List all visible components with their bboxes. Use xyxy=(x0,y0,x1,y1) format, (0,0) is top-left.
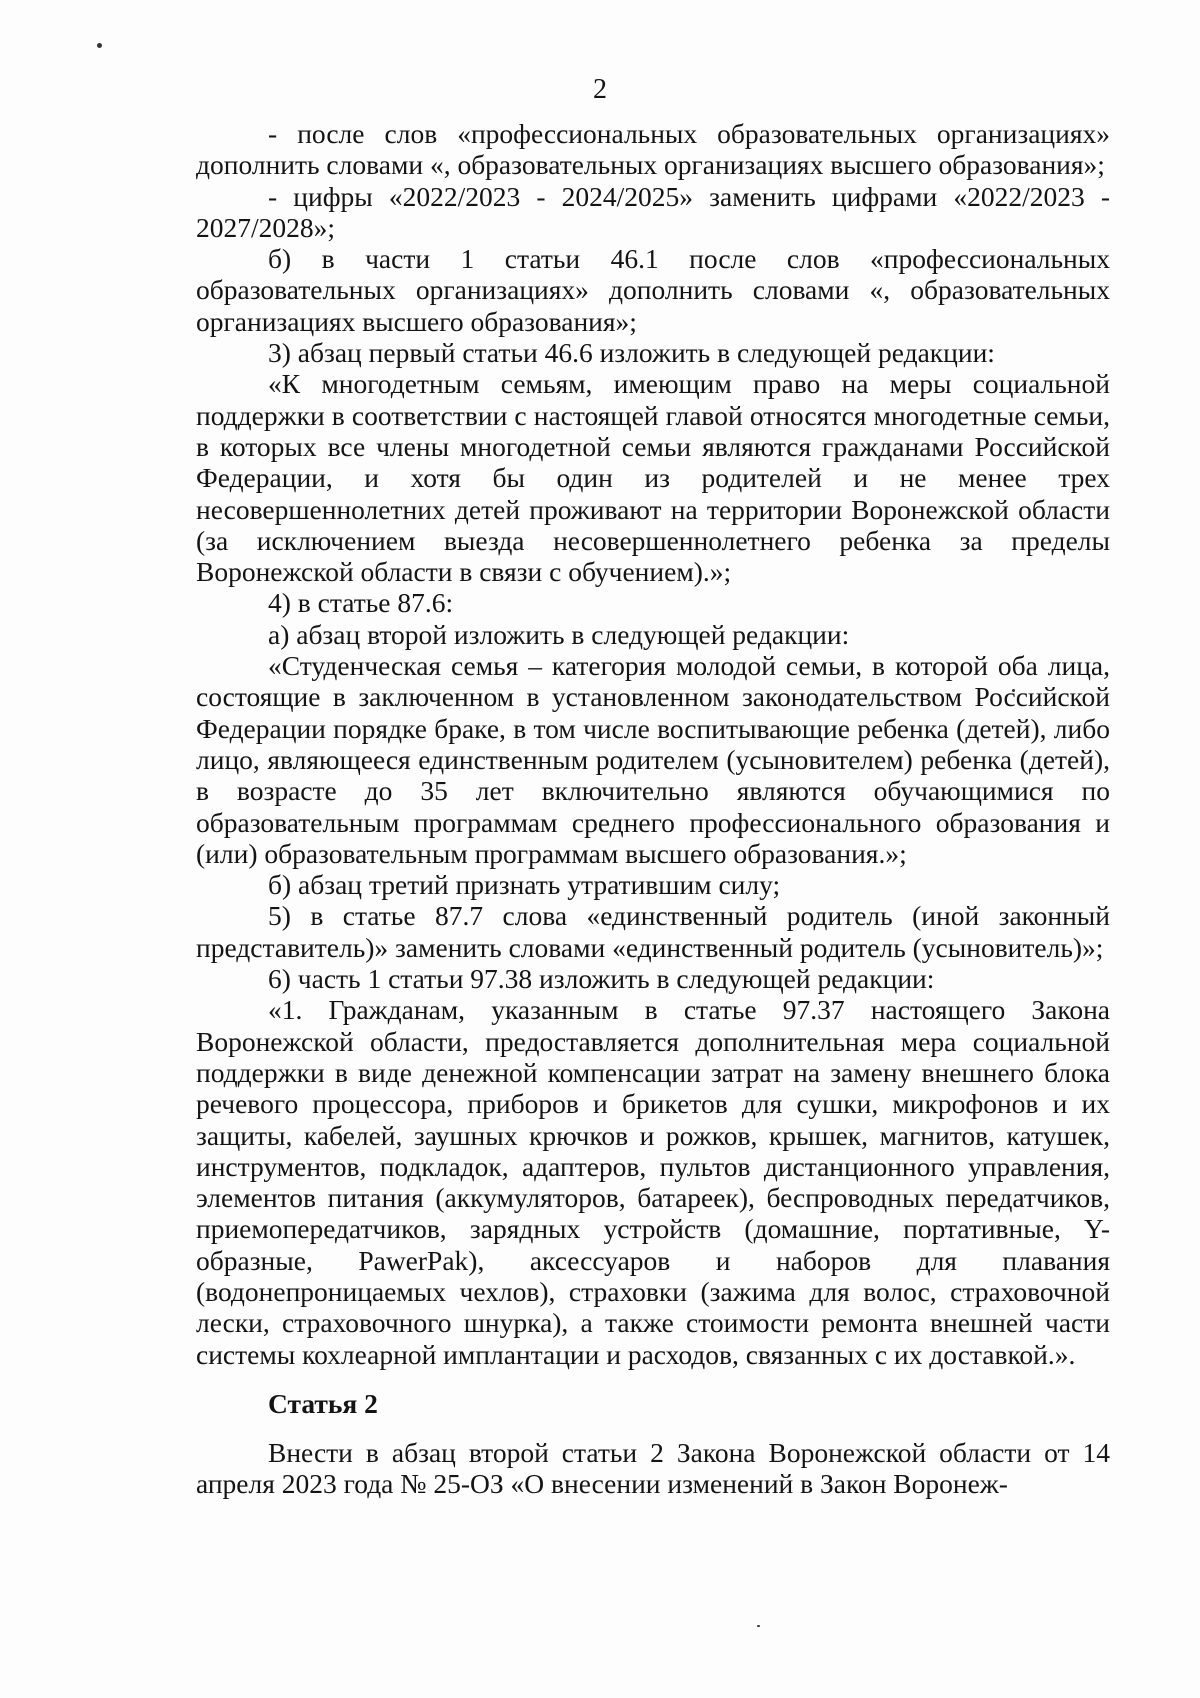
paragraph-article-87-6: 4) в статье 87.6: xyxy=(268,587,454,619)
paragraph-second-subparagraph-intro: а) абзац второй изложить в следующей редакции: xyxy=(268,618,850,650)
paragraph-third-subparagraph-repealed: б) абзац третий признать утратившим силу; xyxy=(268,869,781,901)
paragraph-student-family-definition: «Студенческая семья – категория молодой семьи, в которой оба лица, состоящие в заключенном в установленном законодательством Российской Федерации порядке браке, в том числе воспитывающие ребенка (детей), либо лицо, являющееся единственным родителем (усыновителем) ребенка (детей), в возрасте до 35 лет включительно являются обучающимися по образовательным программам среднего профессионального образования и (или) образовательным программам высшего образования.»; xyxy=(196,650,1110,869)
paragraph-article-87-7: 5) в статье 87.7 слова «единственный родитель (иной законный представитель)» заменить словами «единственный родитель (усыновитель)»; xyxy=(196,900,1110,963)
article-2-heading: Статья 2 xyxy=(268,1387,378,1419)
paragraph-large-families-definition: «К многодетным семьям, имеющим право на меры социальной поддержки в соответствии с настоящей главой относятся многодетные семьи, в которых все члены многодетной семьи являются гражданами Российской Федерации, и хотя бы один из родителей и не менее трех несовершеннолетних детей проживают на территории Воронежской области (за исключением выезда несовершеннолетнего ребенка за пределы Воронежской области в связи с обучением).»; xyxy=(196,368,1110,588)
scan-speck xyxy=(757,1625,760,1627)
page-number: 2 xyxy=(593,74,607,105)
paragraph-replace-years: - цифры «2022/2023 - 2024/2025» заменить цифрами «2022/2023 - 2027/2028»; xyxy=(196,180,1110,243)
scan-speck xyxy=(97,43,102,48)
document-body xyxy=(196,118,1110,1500)
paragraph-article-46-1: б) в части 1 статьи 46.1 после слов «профессиональных образовательных организациях» дополнить словами «, образовательных организациях высшего образования»; xyxy=(196,243,1110,337)
paragraph-article-2-text: Внести в абзац второй статьи 2 Закона Воронежской области от 14 апреля 2023 года № 25-ОЗ «О внесении изменений в Закон Воронеж- xyxy=(196,1437,1110,1500)
paragraph-cochlear-compensation: «1. Гражданам, указанным в статье 97.37 настоящего Закона Воронежской области, предоставляется дополнительная мера социальной поддержки в виде денежной компенсации затрат на замену внешнего блока речевого процессора, приборов и брикетов для сушки, микрофонов и их защиты, кабелей, заушных крючков и рожков, крышек, магнитов, катушек, инструментов, подкладок, адаптеров, пультов дистанционного управления, элементов питания (аккумуляторов, батареек), беспроводных передатчиков, приемопередатчиков, зарядных устройств (домашние, портативные, Y-образные, PawerPak), аксессуаров и наборов для плавания (водонепроницаемых чехлов), страховки (зажима для волос, страховочной лески, страховочного шнурка), а также стоимости ремонта внешней части системы кохлеарной имплантации и расходов, связанных с их доставкой.». xyxy=(196,994,1110,1370)
paragraph-additions-higher-education: - после слов «профессиональных образовательных организациях» дополнить словами «, образовательных организациях высшего образования»; xyxy=(196,118,1110,181)
paragraph-article-97-38-intro: 6) часть 1 статьи 97.38 изложить в следующей редакции: xyxy=(268,963,935,995)
paragraph-article-46-6-intro: 3) абзац первый статьи 46.6 изложить в следующей редакции: xyxy=(268,337,995,369)
